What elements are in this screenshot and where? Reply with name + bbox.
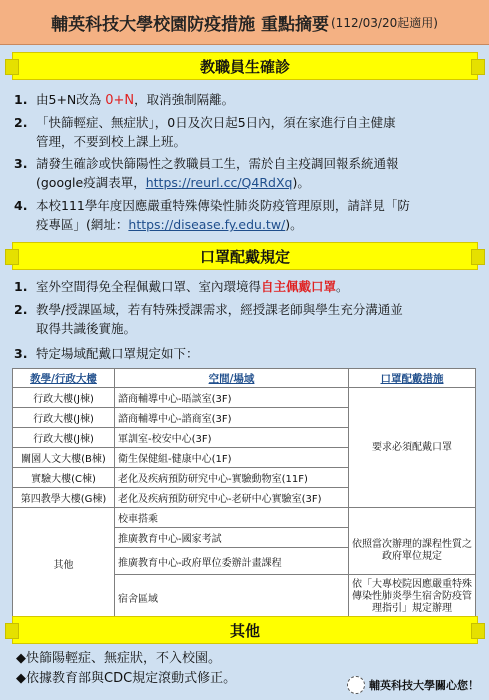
title-sub: (112/03/20起適用) xyxy=(331,15,438,30)
table-row: 推廣教育中心-政府單位委辦計畫課程 xyxy=(13,548,476,575)
table-row: 第四教學大樓(G棟) 老化及疾病預防研究中心-老研中心實驗室(3F) xyxy=(13,488,476,508)
title-main: 輔英科技大學校園防疫措施 重點摘要 xyxy=(51,14,329,35)
table-row: 宿舍區域 依「大專校院因應嚴重特殊傳染性肺炎學生宿舍防疫管理指引」規定辦理 xyxy=(13,575,476,620)
survey-link[interactable]: https://reurl.cc/Q4RdXq xyxy=(145,175,293,190)
footer-text: 輔英科技大學關心您！ xyxy=(369,679,479,692)
list-item: ◆快篩陽輕症、無症狀，不入校園。 xyxy=(16,651,221,666)
table-row: 行政大樓(J棟) 諮商輔導中心-諮商室(3F) xyxy=(13,408,476,428)
list-item: ◆依據教育部與CDC規定滾動式修正。 xyxy=(16,671,237,686)
highlight-text: 自主佩戴口罩 xyxy=(261,279,337,294)
section-heading-text: 教職員生確診 xyxy=(199,57,290,76)
table-row: 推廣教育中心-國家考試 依照當次辦理的課程性質之政府單位規定 xyxy=(13,528,476,548)
disease-zone-link[interactable]: https://disease.fy.edu.tw/ xyxy=(128,217,286,232)
footer xyxy=(347,676,479,694)
column-header: 教學/行政大樓 xyxy=(13,369,115,388)
list-item: 2. 「快篩輕症、無症狀」，0日及次日起5日內，須在家進行自主健康 管理，不要到校上課上班。 xyxy=(14,115,396,149)
list-item: 2. 教學/授課區域，若有特殊授課需求，經授課老師與學生充分溝通並 取得共識後實施。 xyxy=(14,302,403,336)
section-heading-text: 其他 xyxy=(229,621,260,640)
school-logo-icon xyxy=(347,676,365,694)
list-item: 3. 請發生確診或快篩陽性之教職員工生，需於自主疫調回報系統通報 (google疫調表單，https://reurl.cc/Q4RdXq)。 xyxy=(14,156,399,190)
measure-cell: 依「大專校院因應嚴重特殊傳染性肺炎學生宿舍防疫管理指引」規定辦理 xyxy=(349,575,476,620)
table-row: 實驗大樓(C棟) 老化及疾病預防研究中心-實驗動物室(11F) xyxy=(13,468,476,488)
table-row: 行政大樓(J棟) 諮商輔導中心-晤談室(3F) 要求必須配戴口罩 xyxy=(13,388,476,408)
section-heading-mask xyxy=(12,242,478,270)
column-header: 口罩配戴措施 xyxy=(349,369,476,388)
measure-cell: 要求必須配戴口罩 xyxy=(349,388,476,508)
highlight-text: 0+N xyxy=(105,93,135,108)
list-item: 1. 由5+N改為 0+N，取消強制隔離。 xyxy=(14,92,235,108)
list-item: 1. 室外空間得免全程佩戴口罩、室內環境得自主佩戴口罩。 xyxy=(14,279,349,294)
table-row: 行政大樓(J棟) 軍訓室-校安中心(3F) xyxy=(13,428,476,448)
measure-cell: 依照當次辦理的課程性質之政府單位規定 xyxy=(349,528,476,575)
page-title xyxy=(0,0,489,45)
section-heading-text: 口罩配戴規定 xyxy=(199,247,290,266)
list-item: 4. 本校111學年度因應嚴重特殊傳染性肺炎防疫管理原則，請詳見「防 疫專區」(網址：https://disease.fy.edu.tw/)。 xyxy=(14,198,410,232)
table-row: 其他 校車搭乘 xyxy=(13,508,476,528)
section-heading-other xyxy=(12,616,478,644)
table-header-row xyxy=(13,369,476,388)
column-header: 空間/場域 xyxy=(115,369,349,388)
mask-rules-table xyxy=(12,368,476,620)
table-row: 關園人文大樓(B棟) 衛生保健組-健康中心(1F) xyxy=(13,448,476,468)
list-item: 3. 特定場域配戴口罩規定如下： xyxy=(14,346,199,361)
section-heading-confirmed xyxy=(12,52,478,80)
